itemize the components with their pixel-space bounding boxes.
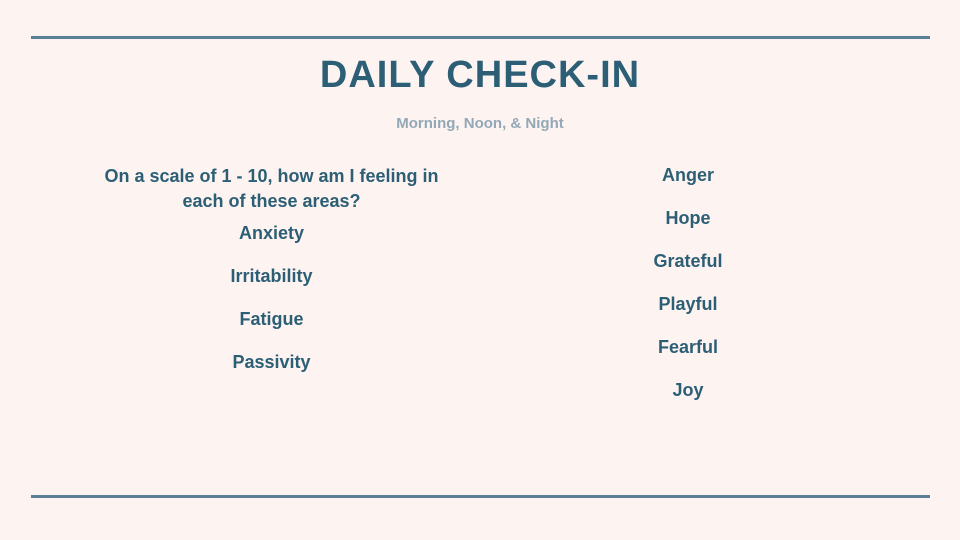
feeling-anger: Anger <box>661 165 714 185</box>
feeling-joy: Joy <box>672 380 704 400</box>
feeling-anxiety: Anxiety <box>238 223 305 243</box>
scale-prompt-line-2: each of these areas? <box>182 191 361 211</box>
right-column <box>588 164 788 422</box>
left-column <box>80 164 463 394</box>
top-divider <box>31 36 930 39</box>
scale-prompt-line-1: On a scale of 1 - 10, how am I feeling in <box>104 166 439 186</box>
feeling-playful: Playful <box>658 294 718 314</box>
feeling-fatigue: Fatigue <box>239 309 304 329</box>
slide-subtitle: Morning, Noon, & Night <box>396 115 564 132</box>
feeling-grateful: Grateful <box>653 251 723 271</box>
scale-prompt <box>80 164 463 214</box>
slide-title: DAILY CHECK-IN <box>319 54 641 96</box>
feeling-hope: Hope <box>665 208 711 228</box>
feeling-passivity: Passivity <box>232 352 311 372</box>
feeling-fearful: Fearful <box>657 337 718 357</box>
bottom-divider <box>31 495 930 498</box>
feeling-irritability: Irritability <box>230 266 313 286</box>
